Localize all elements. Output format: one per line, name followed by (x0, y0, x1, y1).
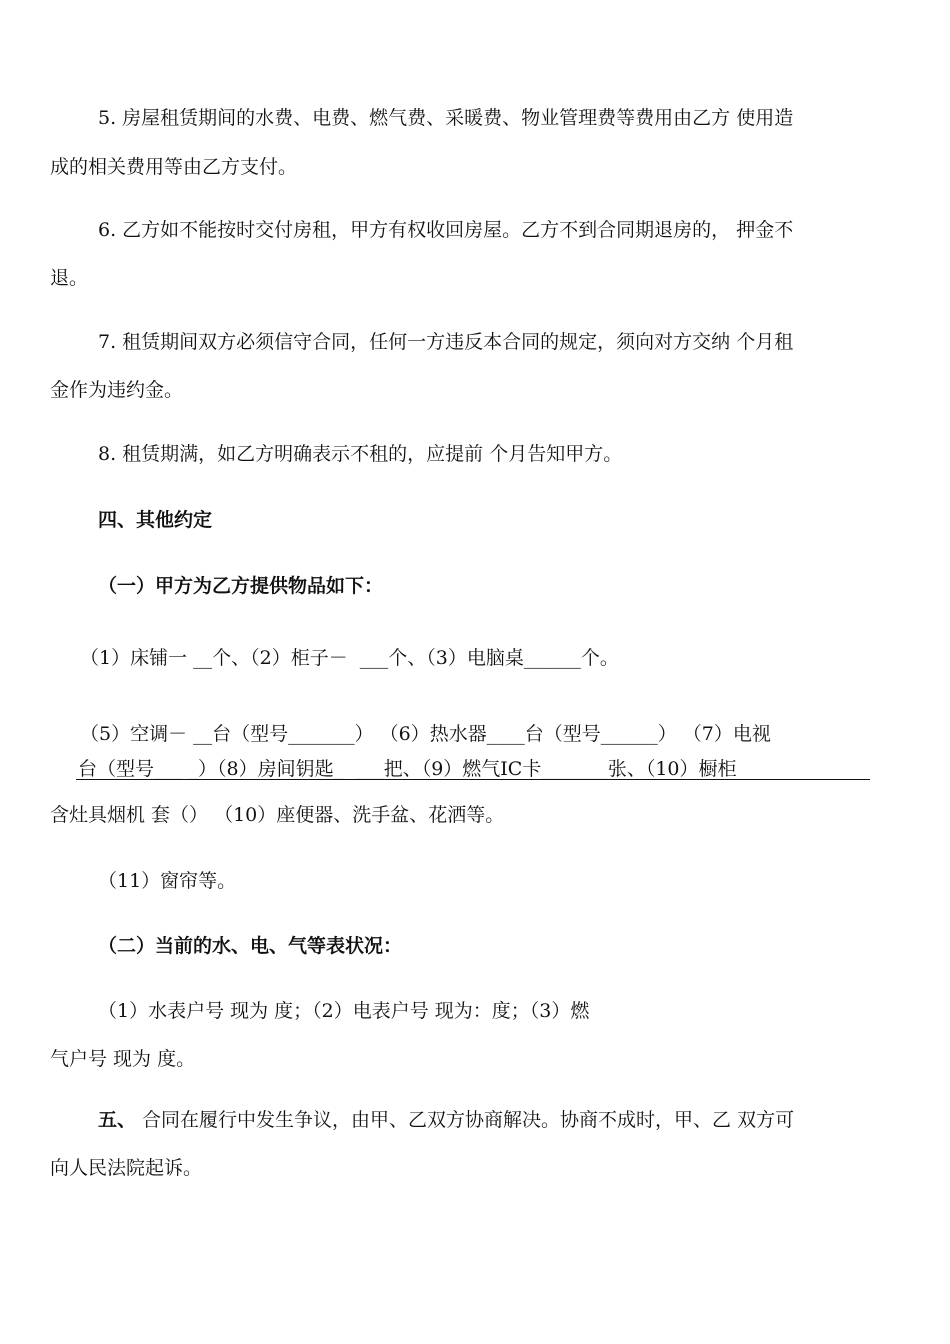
section-5-text: 合同在履行中发生争议，由甲、乙双方协商解决。协商不成时，甲、乙 双方可 (136, 1109, 795, 1131)
item-6-line-1: 6. 乙方如不能按时交付房租，甲方有权收回房屋。乙方不到合同期退房的， 押金不 (98, 219, 794, 241)
provided-items-line-3: 台（型号___ _）（8）房间钥匙_ ___把、（9）燃气IC卡_______张、（10）橱柜 (78, 758, 737, 780)
provided-items-line-2: （5）空调－ __台（型号_______） （6）热水器____台（型号______） （7）电视 (80, 723, 771, 745)
meter-status-line-2: 气户号 现为 度。 (50, 1048, 196, 1070)
provided-items-line-4: 含灶具烟机 套（） （10）座便器、洗手盆、花洒等。 (50, 804, 505, 826)
item-8-line-1: 8. 租赁期满，如乙方明确表示不租的，应提前 个月告知甲方。 (98, 443, 623, 465)
section-5-label: 五、 (98, 1109, 137, 1131)
section-4-sub-1-heading: （一）甲方为乙方提供物品如下： (98, 575, 384, 597)
underline-rule (76, 779, 870, 780)
meter-status-line-1: （1）水表户号 现为 度；（2）电表户号 现为：度；（3）燃 (98, 1000, 590, 1022)
provided-items-line-5: （11）窗帘等。 (98, 870, 237, 892)
item-7-line-1: 7. 租赁期间双方必须信守合同，任何一方违反本合同的规定，须向对方交纳 个月租 (98, 331, 794, 353)
item-5-line-2: 成的相关费用等由乙方支付。 (50, 156, 298, 178)
section-4-heading: 四、其他约定 (98, 509, 213, 531)
section-5-line-1 (98, 1108, 794, 1132)
section-4-sub-2-heading: （二）当前的水、电、气等表状况： (98, 935, 403, 957)
section-5-line-2: 向人民法院起诉。 (50, 1157, 203, 1179)
item-5-line-1: 5. 房屋租赁期间的水费、电费、燃气费、采暖费、物业管理费等费用由乙方 使用造 (98, 107, 794, 129)
item-6-line-2: 退。 (50, 267, 89, 289)
item-7-line-2: 金作为违约金。 (50, 379, 184, 401)
provided-items-line-1: （1）床铺一 __个、（2）柜子－ ___个、（3）电脑桌______个。 (80, 647, 619, 669)
